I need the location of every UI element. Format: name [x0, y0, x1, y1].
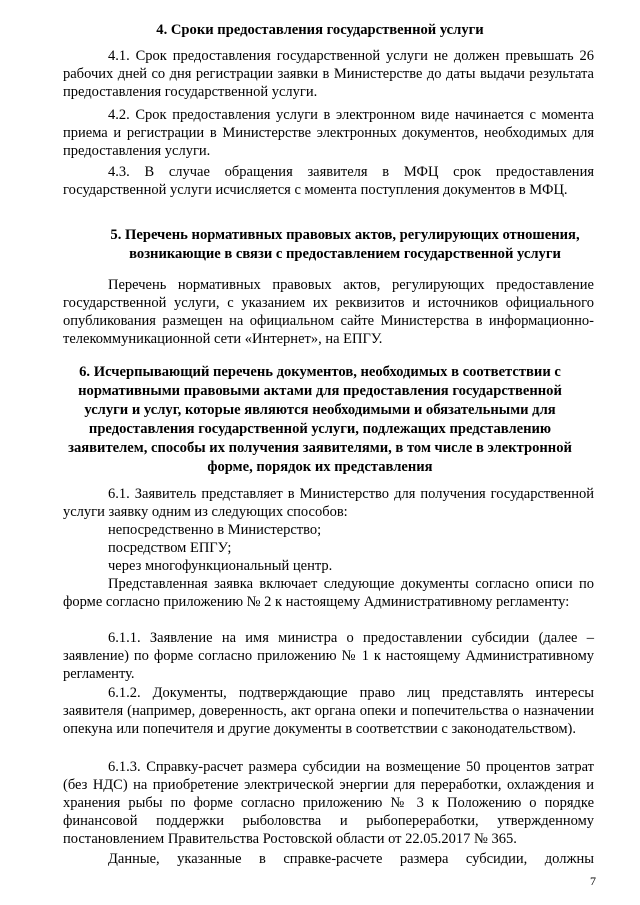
section-5-heading: 5. Перечень нормативных правовых актов, регулирующих отношения, возникающие в связи с предоставлением государственной услуги — [110, 227, 580, 262]
paragraph-4-3: 4.3. В случае обращения заявителя в МФЦ срок предоставления государственной услуги исчисляется с момента поступления документов в МФЦ. — [63, 164, 594, 198]
paragraph-5-1: Перечень нормативных правовых актов, регулирующих предоставление государственной услуги, с указанием их реквизитов и источников официального опубликования размещен на официальном сайте Министерства в информационно-телекоммуникационной сети «Интернет», на ЕПГУ. — [63, 277, 594, 347]
paragraph-6-1: 6.1. Заявитель представляет в Министерство для получения государственной услуги заявку одним из следующих способов: — [63, 486, 594, 520]
paragraph-4-1: 4.1. Срок предоставления государственной услуги не должен превышать 26 рабочих дней со дня регистрации заявки в Министерстве до даты выдачи результата предоставления государственной услуги. — [63, 48, 594, 100]
paragraph-6-1-1: 6.1.1. Заявление на имя министра о предоставлении субсидии (далее – заявление) по форме согласно приложению № 1 к настоящему Административному регламенту. — [63, 630, 594, 682]
section-4-heading: 4. Сроки предоставления государственной услуги — [156, 22, 484, 38]
paragraph-4-2: 4.2. Срок предоставления услуги в электронном виде начинается с момента приема и регистрации в Министерстве электронных документов, необходимых для предоставления услуги. — [63, 107, 594, 159]
paragraph-6-1-3: 6.1.3. Справку-расчет размера субсидии на возмещение 50 процентов затрат (без НДС) на приобретение электрической энергии для переработки, охлаждения и хранения рыбы по форме согласно приложению № 3 к Положению о порядке финансовой поддержки рыболовства и рыбопереработки, утвержденному постановлением Правительства Ростовской области от 22.05.2017 № 365. — [63, 759, 594, 847]
section-6-heading: 6. Исчерпывающий перечень документов, необходимых в соответствии с нормативными правовыми актами для предоставления государственной услуги и услуг, которые являются необходимыми и обязательными для предоставления государственной услуги, подлежащих представлению заявителем, способы их получения заявителями, в том числе в электронной форме, порядок их представления — [68, 364, 572, 475]
paragraph-6-1-documents: Представленная заявка включает следующие документы согласно описи по форме согласно приложению № 2 к настоящему Административному регламенту: — [63, 576, 594, 610]
paragraph-6-1-3-data: Данные, указанные в справке-расчете размера субсидии, должны — [108, 851, 594, 867]
submission-option-epgu: посредством ЕПГУ; — [108, 540, 232, 556]
page-number: 7 — [590, 874, 596, 888]
paragraph-6-1-2: 6.1.2. Документы, подтверждающие право лиц представлять интересы заявителя (например, доверенность, акт органа опеки и попечительства о назначении опекуна или попечителя и другие документы в соответствии с законодательством). — [63, 685, 594, 737]
submission-option-ministry: непосредственно в Министерство; — [108, 522, 322, 538]
submission-option-mfc: через многофункциональный центр. — [108, 558, 333, 574]
